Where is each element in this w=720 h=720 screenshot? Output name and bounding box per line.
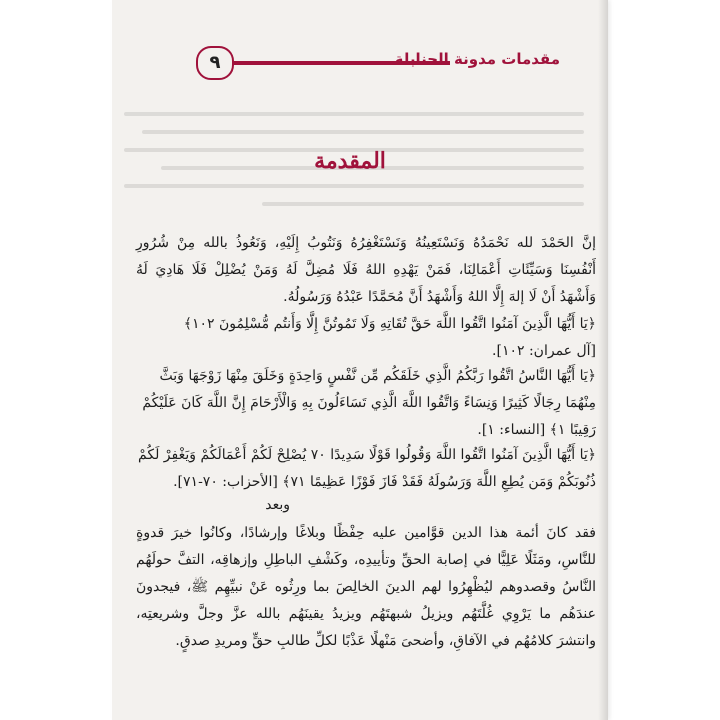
verse-block-2 [136, 363, 596, 444]
verse-reference: [النساء: ١]. [477, 422, 546, 438]
closing-word: وبعد [265, 497, 290, 513]
verse-reference: [آل عمران: ١٠٢]. [492, 343, 596, 359]
running-title: مقدمات مدونة الحنابلة [394, 50, 560, 68]
verse-text: ﴿يَا أَيُّهَا الَّذِينَ آمَنُوا اتَّقُوا اللَّهَ وَقُولُوا قَوْلًا سَدِيدًا ٧٠ يُصْلِحْ لَكُمْ أَعْمَالَكُمْ وَيَغْفِرْ لَكُمْ ذُنُوبَكُمْ وَمَن يُطِعِ اللَّهَ وَرَسُولَهُ فَقَدْ فَازَ فَوْزًا عَظِيمًا ٧١﴾ [138, 447, 596, 490]
verse-reference: [الأحزاب: ٧٠-٧١]. [173, 474, 278, 490]
verse-block-1 [136, 311, 596, 365]
verse-block-3 [136, 442, 596, 496]
opening-paragraph: إنَّ الحَمْدَ لله نَحْمَدُهُ وَنَسْتَعِينُهُ وَنَسْتَغْفِرُهُ وَنَتُوبُ إِلَيْهِ، وَنَعُوذُ بالله مِنْ شُرُورِ أَنْفُسِنَا وَسَيِّئَاتِ أَعْمَالِنَا، فَمَنْ يَهْدِهِ اللهُ فَلَا مُضِلَّ لَهُ وَمَنْ يُضْلِلْ فَلَا هَادِيَ لَهُ وَأَشْهَدُ أَنْ لَا إلهَ إِلَّا اللهُ وَأَشْهَدُ أَنَّ مُحَمَّدًا عَبْدُهُ وَرَسُولُهُ. [136, 235, 596, 305]
page-header [180, 44, 560, 80]
spine-shadow [598, 0, 608, 720]
verse-text: ﴿يَا أَيُّهَا الَّذِينَ آمَنُوا اتَّقُوا اللَّهَ حَقَّ تُقَاتِهِ وَلَا تَمُوتُنَّ إِلَّا وَأَنتُم مُّسْلِمُونَ ١٠٢﴾ [183, 316, 596, 332]
body-paragraph: فقد كانَ أئمة هذا الدين قوَّامين عليه حِفْظًا وبلاغًا وإرشادًا، وكانُوا خيرَ قدوةٍ للنَّاسِ، ومَثَلًا عَلِيًّا في إصابة الحقِّ وتأييدِه، وكَشْفِ الباطِلِ وإزهاقِه، التفَّ حولَهُم النَّاسُ وقصدوهم ليُظْهِرُوا لهم الدينَ الخالِصَ بما ورِثُوه عَنْ نبيِّهِم ﷺ، فيجدونَ عندَهُم ما يَرْوِي غُلَّتَهُم ويزيلُ شبهتَهُم ويزيدُ يقينَهُم بالله عزَّ وجلَّ وشريعتِه، وانتشرَ كلامُهُم في الآفاقِ، وأضحىَ مَنْهلًا عَذْبًا لكلِّ طالبِ حقٍّ ومريدِ صدقٍ. [136, 525, 596, 649]
section-title: المقدمة [314, 148, 386, 174]
verse-text: ﴿يَا أَيُّهَا النَّاسُ اتَّقُوا رَبَّكُمُ الَّذِي خَلَقَكُم مِّن نَّفْسٍ وَاحِدَةٍ وَخَلَقَ مِنْهَا زَوْجَهَا وَبَثَّ مِنْهُمَا رِجَالًا كَثِيرًا وَنِسَاءً وَاتَّقُوا اللَّهَ الَّذِي تَسَاءَلُونَ بِهِ وَالْأَرْحَامَ إِنَّ اللَّهَ كَانَ عَلَيْكُمْ رَقِيبًا ١﴾ [142, 368, 596, 438]
page-number: ٩ [196, 46, 234, 80]
